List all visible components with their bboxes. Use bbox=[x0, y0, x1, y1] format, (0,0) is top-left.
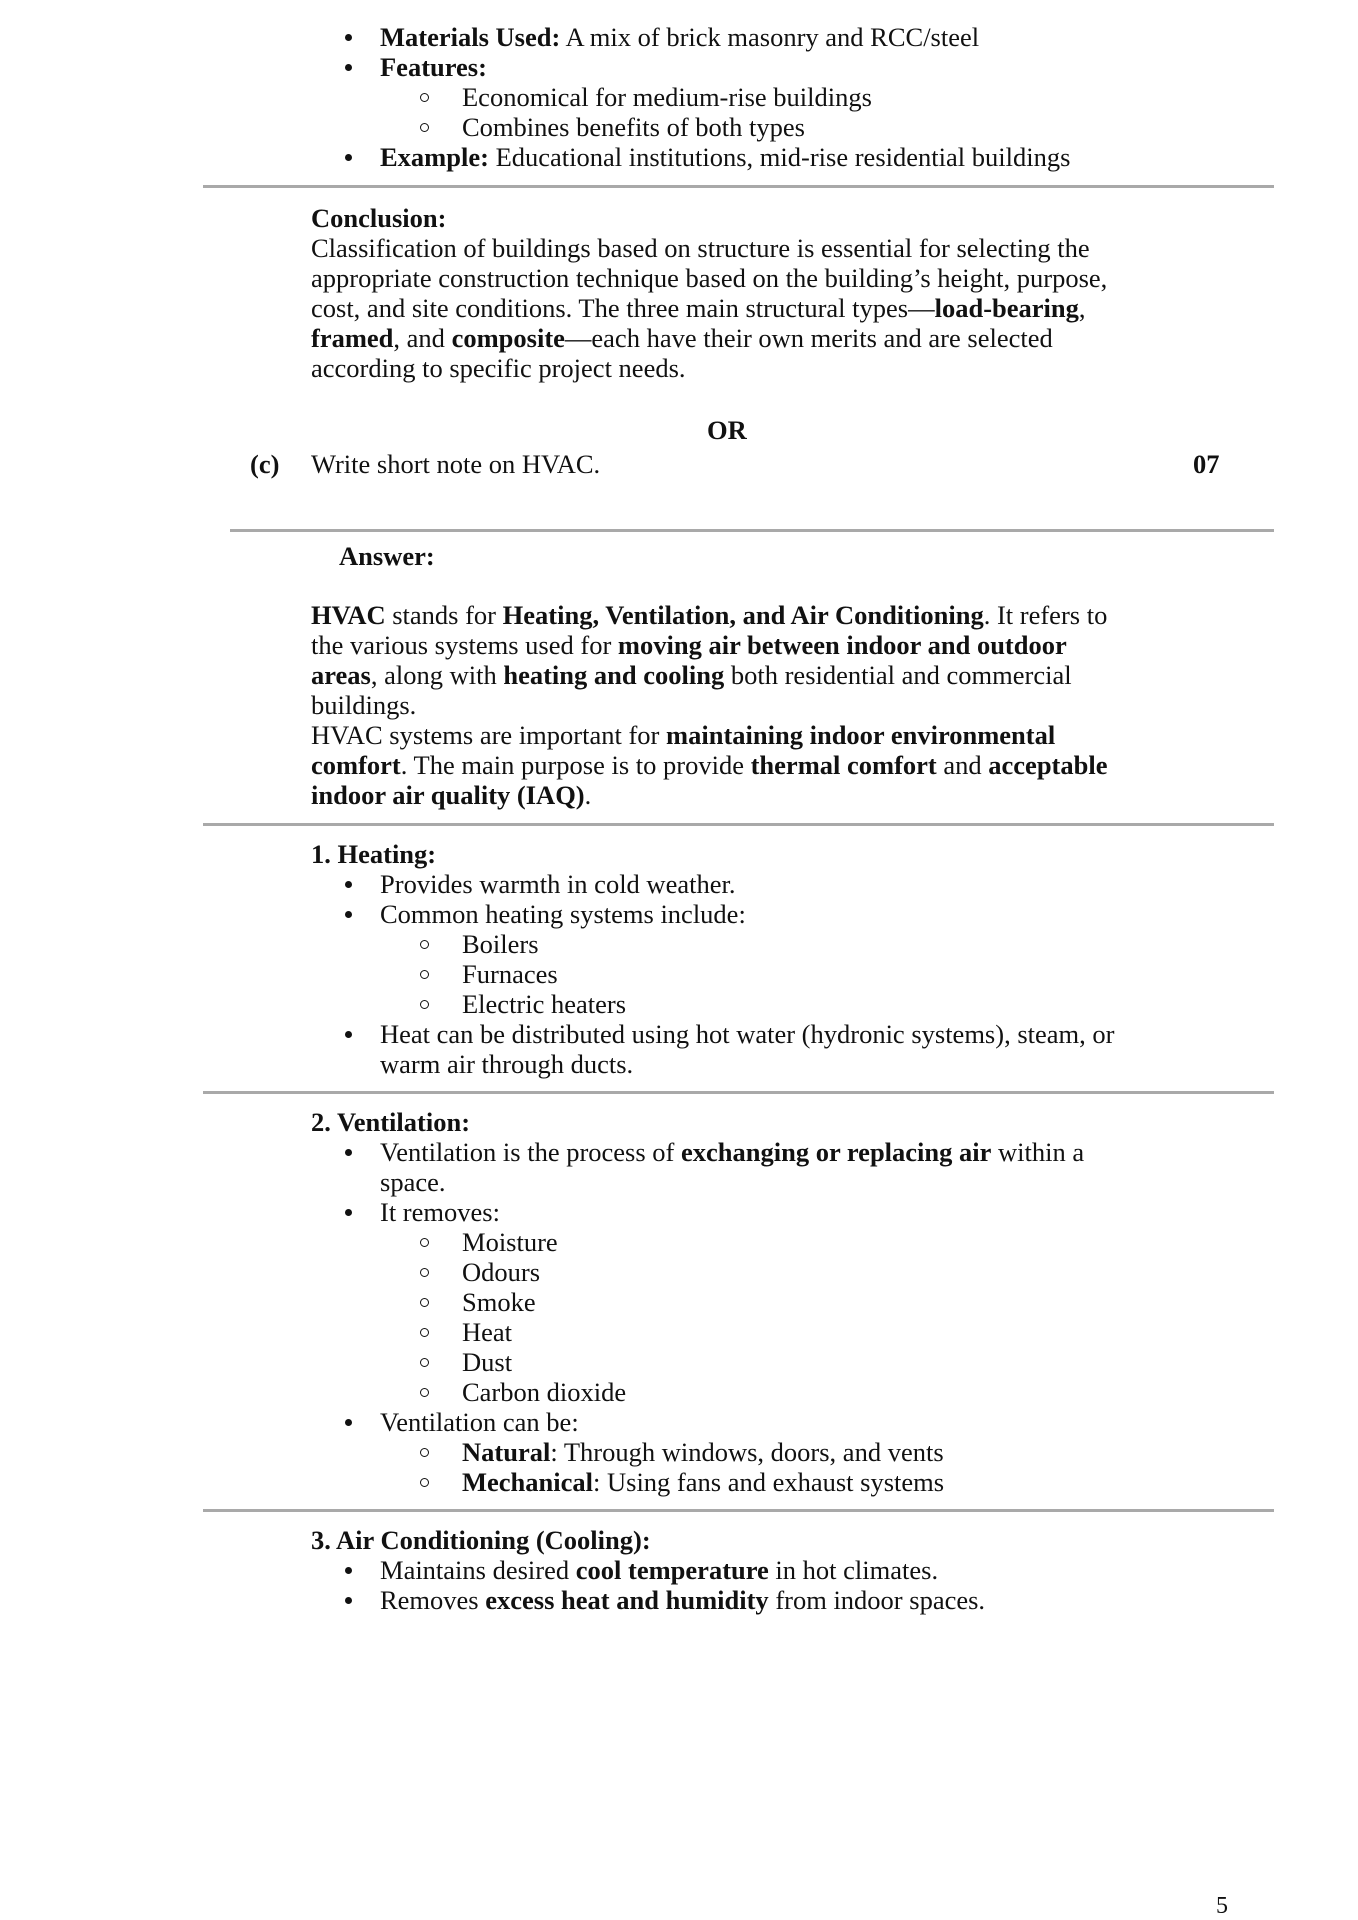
list-item: Ventilation can be: bbox=[345, 1407, 544, 1437]
ventilation-heading: 2. Ventilation: bbox=[311, 1107, 471, 1137]
heating-heading: 1. Heating: bbox=[311, 839, 437, 869]
list-item-features bbox=[345, 52, 487, 82]
bullet-icon bbox=[345, 1597, 352, 1604]
list-item: Common heating systems include: bbox=[345, 899, 711, 929]
sub-item: Odours bbox=[420, 1257, 498, 1287]
bullet-icon bbox=[345, 911, 352, 918]
sub-item: Electric heaters bbox=[420, 989, 584, 1019]
divider bbox=[203, 1509, 1274, 1512]
bullet-icon bbox=[345, 881, 352, 888]
example-text: Educational institutions, mid-rise residential buildings bbox=[488, 142, 1071, 172]
question-text: Write short note on HVAC. bbox=[311, 449, 601, 479]
features-label: Features: bbox=[380, 52, 487, 82]
sub-item: Carbon dioxide bbox=[420, 1377, 584, 1407]
list-item: Ventilation is the process of exchanging or replacing air within a space. bbox=[345, 1137, 1049, 1197]
circle-bullet-icon bbox=[420, 123, 429, 132]
bullet-icon bbox=[345, 1149, 352, 1156]
list-item: It removes: bbox=[345, 1197, 465, 1227]
answer-label: Answer: bbox=[339, 541, 435, 571]
hvac-intro: HVAC stands for Heating, Ventilation, and Air Conditioning. It refers to the various systems used for moving air between indoor and outdoor areas, along with heating and cooling both residential and commercial buildings. HVAC systems are important for maintaining indoor environmental comfort. The main purpose is to provide thermal comfort and acceptable indoor air quality (IAQ). bbox=[311, 600, 1108, 810]
circle-bullet-icon bbox=[420, 93, 429, 102]
sub-item: Smoke bbox=[420, 1287, 494, 1317]
circle-bullet-icon bbox=[420, 1358, 429, 1367]
sub-item-feature-1: Economical for medium-rise buildings bbox=[420, 82, 830, 112]
circle-bullet-icon bbox=[420, 1268, 429, 1277]
sub-item: Natural: Through windows, doors, and vents bbox=[420, 1437, 902, 1467]
list-item: Provides warmth in cold weather. bbox=[345, 869, 700, 899]
circle-bullet-icon bbox=[420, 1238, 429, 1247]
conclusion-line-3: cost, and site conditions. The three main structural types— bbox=[311, 293, 935, 323]
circle-bullet-icon bbox=[420, 1448, 429, 1457]
list-item: Heat can be distributed using hot water (hydronic systems), steam, or warm air through ducts. bbox=[345, 1019, 1079, 1079]
load-bearing-term: load-bearing bbox=[934, 293, 1079, 323]
list-item: Maintains desired cool temperature in hot climates. bbox=[345, 1555, 903, 1585]
circle-bullet-icon bbox=[420, 1298, 429, 1307]
bullet-icon bbox=[345, 1419, 352, 1426]
bullet-icon bbox=[345, 1209, 352, 1216]
ac-heading: 3. Air Conditioning (Cooling): bbox=[311, 1525, 651, 1555]
list-item-example bbox=[345, 142, 1071, 172]
bullet-icon bbox=[345, 154, 352, 161]
question-marks: 07 bbox=[1193, 449, 1220, 479]
bullet-icon bbox=[345, 1567, 352, 1574]
divider bbox=[203, 823, 1274, 826]
sub-item: Furnaces bbox=[420, 959, 516, 989]
sub-item: Heat bbox=[420, 1317, 470, 1347]
materials-label: Materials Used: bbox=[380, 22, 561, 52]
question-label: (c) bbox=[250, 449, 280, 479]
bullet-icon bbox=[345, 34, 352, 41]
divider bbox=[203, 1091, 1274, 1094]
page-number: 5 bbox=[1216, 1893, 1228, 1919]
circle-bullet-icon bbox=[420, 1388, 429, 1397]
composite-term: composite bbox=[451, 323, 565, 353]
divider bbox=[203, 185, 1274, 188]
circle-bullet-icon bbox=[420, 1478, 429, 1487]
bullet-icon bbox=[345, 1031, 352, 1038]
divider bbox=[230, 529, 1274, 532]
or-label: OR bbox=[707, 415, 747, 445]
list-item: Removes excess heat and humidity from indoor spaces. bbox=[345, 1585, 950, 1615]
circle-bullet-icon bbox=[420, 1000, 429, 1009]
conclusion-section: Conclusion: Classification of buildings based on structure is essential for selecting the appropriate construction technique based on the building’s height, purpose, cost, and site conditions. The three main structural types—load-bearing, framed, and composite—each have their own merits and are selected according to specific project needs. bbox=[311, 203, 1191, 383]
example-label: Example: bbox=[380, 142, 489, 172]
sub-item: Moisture bbox=[420, 1227, 516, 1257]
materials-text: A mix of brick masonry and RCC/steel bbox=[560, 22, 980, 52]
conclusion-line-1: Classification of buildings based on structure is essential for selecting the bbox=[311, 233, 1090, 263]
circle-bullet-icon bbox=[420, 940, 429, 949]
conclusion-line-6: according to specific project needs. bbox=[311, 353, 686, 383]
sub-item-feature-2: Combines benefits of both types bbox=[420, 112, 763, 142]
framed-term: framed bbox=[311, 323, 394, 353]
sub-item: Boilers bbox=[420, 929, 497, 959]
circle-bullet-icon bbox=[420, 970, 429, 979]
bullet-icon bbox=[345, 64, 352, 71]
sub-item: Dust bbox=[420, 1347, 470, 1377]
conclusion-line-2: appropriate construction technique based on the building’s height, purpose, bbox=[311, 263, 1108, 293]
sub-item: Mechanical: Using fans and exhaust systems bbox=[420, 1467, 902, 1497]
circle-bullet-icon bbox=[420, 1328, 429, 1337]
list-item-materials bbox=[345, 22, 980, 52]
conclusion-heading: Conclusion: bbox=[311, 203, 447, 233]
